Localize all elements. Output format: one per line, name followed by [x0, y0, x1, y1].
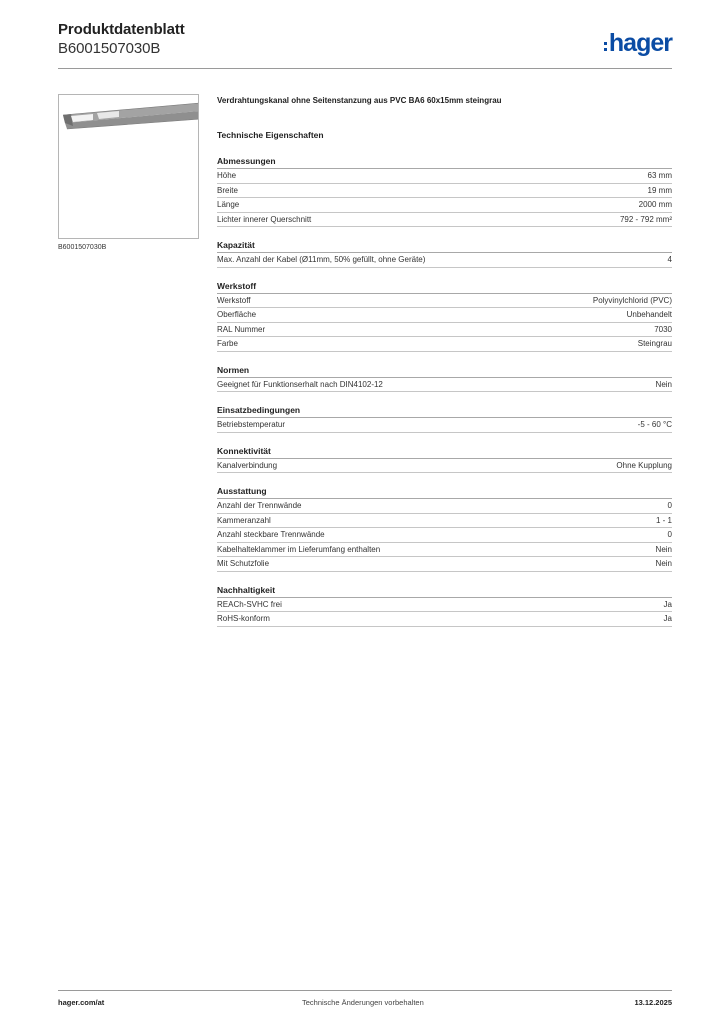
property-row: [217, 253, 672, 268]
property-label: Kammeranzahl: [217, 515, 271, 525]
document-title: Produktdatenblatt: [58, 21, 185, 38]
property-group: [217, 280, 672, 352]
group-title: Ausstattung: [217, 485, 672, 499]
property-value: 7030: [654, 324, 672, 334]
property-label: Breite: [217, 185, 238, 195]
product-image-frame: [58, 94, 199, 239]
property-group: [217, 485, 672, 572]
property-row: [217, 213, 672, 228]
property-value: 2000 mm: [638, 200, 672, 209]
property-value: Nein: [655, 559, 672, 568]
property-label: Mit Schutzfolie: [217, 559, 270, 568]
header-divider: [58, 68, 672, 69]
property-label: Lichter innerer Querschnitt: [217, 214, 312, 224]
property-value: Ohne Kupplung: [616, 460, 672, 470]
property-label: RAL Nummer: [217, 324, 266, 334]
property-value: -5 - 60 °C: [637, 420, 672, 429]
property-row: [217, 323, 672, 338]
property-value: 792 - 792 mm²: [619, 214, 672, 224]
section-heading: Technische Eigenschaften: [217, 130, 324, 140]
property-row: [217, 184, 672, 199]
property-value: Ja: [663, 614, 672, 623]
property-row: [217, 198, 672, 213]
property-row: [217, 514, 672, 529]
property-value: Ja: [663, 599, 672, 609]
group-title: Konnektivität: [217, 445, 672, 459]
property-value: 4: [667, 255, 672, 264]
group-title: Abmessungen: [217, 155, 672, 169]
property-value: Nein: [655, 544, 672, 554]
property-row: [217, 169, 672, 184]
property-label: Werkstoff: [217, 295, 251, 305]
property-row: [217, 528, 672, 543]
property-value: 0: [667, 530, 672, 539]
property-label: Max. Anzahl der Kabel (Ø11mm, 50% gefüllt, ohne Geräte): [217, 255, 426, 264]
property-value: 1 - 1: [655, 515, 672, 525]
group-title: Werkstoff: [217, 280, 672, 294]
property-group: [217, 404, 672, 433]
property-label: REACh-SVHC frei: [217, 599, 282, 609]
property-row: [217, 612, 672, 627]
property-label: Anzahl steckbare Trennwände: [217, 530, 325, 539]
property-group: [217, 364, 672, 393]
property-group: [217, 155, 672, 227]
group-title: Einsatzbedingungen: [217, 404, 672, 418]
property-group: [217, 584, 672, 627]
property-label: Betriebstemperatur: [217, 420, 286, 429]
logo-text: hager: [608, 29, 672, 57]
property-value: Nein: [655, 379, 672, 389]
property-row: [217, 499, 672, 514]
property-label: Farbe: [217, 339, 238, 348]
property-row: [217, 378, 672, 393]
cable-duct-image: [59, 95, 199, 239]
property-label: Geeignet für Funktionserhalt nach DIN4102-12: [217, 379, 383, 389]
property-label: Kabelhalteklammer im Lieferumfang enthalten: [217, 544, 381, 554]
group-title: Nachhaltigkeit: [217, 584, 672, 598]
property-row: [217, 294, 672, 309]
logo-dots-icon: [604, 42, 607, 51]
property-group: [217, 445, 672, 474]
property-row: [217, 459, 672, 474]
properties-groups: [217, 155, 672, 627]
property-label: Länge: [217, 200, 240, 209]
property-value: Unbehandelt: [626, 310, 672, 319]
property-row: [217, 337, 672, 352]
footer-divider: [58, 990, 672, 991]
main-content: [217, 95, 672, 627]
footer-disclaimer: Technische Änderungen vorbehalten: [302, 998, 424, 1007]
property-value: 19 mm: [647, 185, 672, 195]
footer-date: 13.12.2025: [634, 998, 672, 1007]
property-label: Anzahl der Trennwände: [217, 501, 302, 510]
group-title: Kapazität: [217, 239, 672, 253]
property-row: [217, 543, 672, 558]
group-title: Normen: [217, 364, 672, 378]
property-row: [217, 557, 672, 572]
product-description: Verdrahtungskanal ohne Seitenstanzung aus PVC BA6 60x15mm steingrau: [217, 96, 502, 105]
property-value: 0: [667, 501, 672, 510]
hager-logo[interactable]: [604, 30, 672, 56]
property-row: [217, 308, 672, 323]
footer-website-link[interactable]: hager.com/at: [58, 998, 105, 1007]
property-row: [217, 418, 672, 433]
property-value: 63 mm: [647, 171, 672, 180]
property-label: Kanalverbindung: [217, 460, 278, 470]
property-value: Steingrau: [637, 339, 672, 348]
property-row: [217, 598, 672, 613]
property-value: Polyvinylchlorid (PVC): [592, 295, 672, 305]
property-label: Höhe: [217, 171, 237, 180]
property-label: RoHS-konform: [217, 614, 270, 623]
page-header: [58, 20, 672, 68]
product-code: B6001507030B: [58, 40, 161, 57]
property-group: [217, 239, 672, 268]
product-image-caption: B6001507030B: [58, 244, 107, 251]
property-label: Oberfläche: [217, 310, 257, 319]
